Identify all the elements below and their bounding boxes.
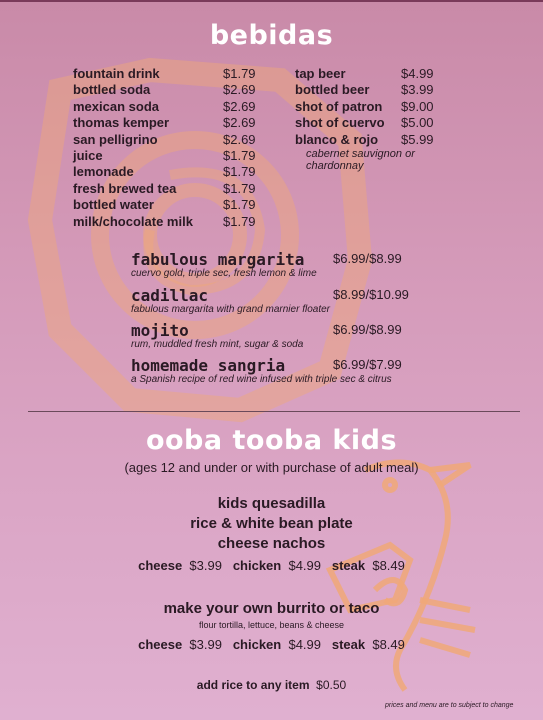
list-item [73,197,283,213]
drink-price: $9.00 [401,98,434,114]
list-item [295,115,445,131]
price-value: $8.49 [372,558,405,573]
mixed-drink [131,356,431,386]
list-item [295,66,445,82]
list-item [73,99,283,115]
drink-price: $1.79 [223,197,256,213]
drink-name: fresh brewed tea [73,180,177,196]
burrito-title: make your own burrito or taco [163,600,380,617]
list-item [73,82,283,98]
list-item [73,164,283,180]
kids-item: cheese nachos [217,535,326,552]
mixed-drink-price: $6.99/$7.99 [333,357,402,372]
section-divider [28,411,520,412]
list-item [295,132,445,148]
drink-name: tap beer [295,66,346,81]
price-label: cheese [138,637,183,652]
wine-note: chardonnay [306,159,364,172]
list-item [295,82,445,98]
list-item [73,132,283,148]
mixed-drink [131,321,431,351]
price-label: cheese [138,558,183,573]
list-item [295,99,445,115]
bebidas-left-list [73,66,283,230]
drink-price: $3.99 [401,82,434,98]
kids-price-row [0,637,543,652]
drink-name: bottled water [73,197,154,213]
top-border [0,0,543,2]
burrito-desc: flour tortilla, lettuce, beans & cheese [198,620,345,630]
price-value: $3.99 [189,558,222,573]
mixed-drink-price: $8.99/$10.99 [333,287,409,302]
drink-name: mexican soda [73,98,159,114]
price-value: $4.99 [288,637,322,652]
drink-name: shot of cuervo [295,115,385,131]
drink-name: thomas kemper [73,115,170,131]
price-label: chicken [232,558,282,573]
kids-price-row [0,558,543,573]
list-item [73,148,283,164]
addon-price: $0.50 [316,678,347,692]
list-item [73,214,283,230]
drink-name: bottled beer [295,82,370,98]
drink-price: $1.79 [223,213,256,229]
mixed-drink-name: mojito [131,321,189,340]
list-item [73,66,283,82]
price-value: $8.49 [372,637,405,652]
list-item [73,115,283,131]
disclaimer: prices and menu are to subject to change [385,702,514,709]
price-value: $4.99 [288,558,322,573]
mixed-drink-desc: rum, muddled fresh mint, sugar & soda [131,339,304,350]
drink-name: shot of patron [295,98,383,114]
mixed-drink-desc: cuervo gold, triple sec, fresh lemon & lime [131,268,317,279]
bird-eye [385,480,395,490]
drink-price: $2.69 [223,131,256,147]
drink-price: $2.69 [223,98,256,114]
price-value: $3.99 [189,637,222,652]
mixed-drink-name: homemade sangria [131,356,286,375]
drink-name: juice [73,147,103,163]
mixed-drink-desc: a Spanish recipe of red wine infused with triple sec & citrus [131,374,392,385]
mixed-drink-name: fabulous margarita [131,250,305,269]
mixed-drink-desc: fabulous margarita with grand marnier floater [131,304,330,315]
kids-subtitle: (ages 12 and under or with purchase of adult meal) [124,460,419,475]
drink-price: $1.79 [223,180,256,196]
mixed-drink [131,286,431,316]
mixed-drink [131,250,431,280]
drink-name: milk/chocolate milk [73,213,193,229]
addon-row [0,678,543,692]
list-item [73,181,283,197]
bebidas-title: bebidas [209,20,334,51]
mixed-drink-name: cadillac [131,286,209,305]
drink-price: $1.79 [223,147,256,163]
bebidas-right-list [295,66,445,172]
drink-price: $1.79 [223,66,256,81]
price-label: chicken [232,637,282,652]
price-label: steak [331,558,366,573]
drink-price: $2.69 [223,82,256,98]
wine-note: cabernet sauvignon or [306,147,415,160]
drink-price: $4.99 [401,66,434,81]
drink-price: $5.99 [401,131,434,147]
drink-price: $1.79 [223,164,256,180]
drink-name: blanco & rojo [295,131,379,147]
drink-name: lemonade [73,164,134,180]
drink-name: bottled soda [73,82,151,98]
drink-name: fountain drink [73,66,160,81]
kids-item: kids quesadilla [217,495,326,512]
kids-item: rice & white bean plate [190,515,353,532]
addon-label: add rice to any item [196,678,310,692]
drink-price: $5.00 [401,115,434,131]
drink-name: san pelligrino [73,131,158,147]
mixed-drink-price: $6.99/$8.99 [333,322,402,337]
price-label: steak [331,637,366,652]
drink-price: $2.69 [223,115,256,131]
kids-title: ooba tooba kids [145,425,398,456]
mixed-drink-price: $6.99/$8.99 [333,251,402,266]
